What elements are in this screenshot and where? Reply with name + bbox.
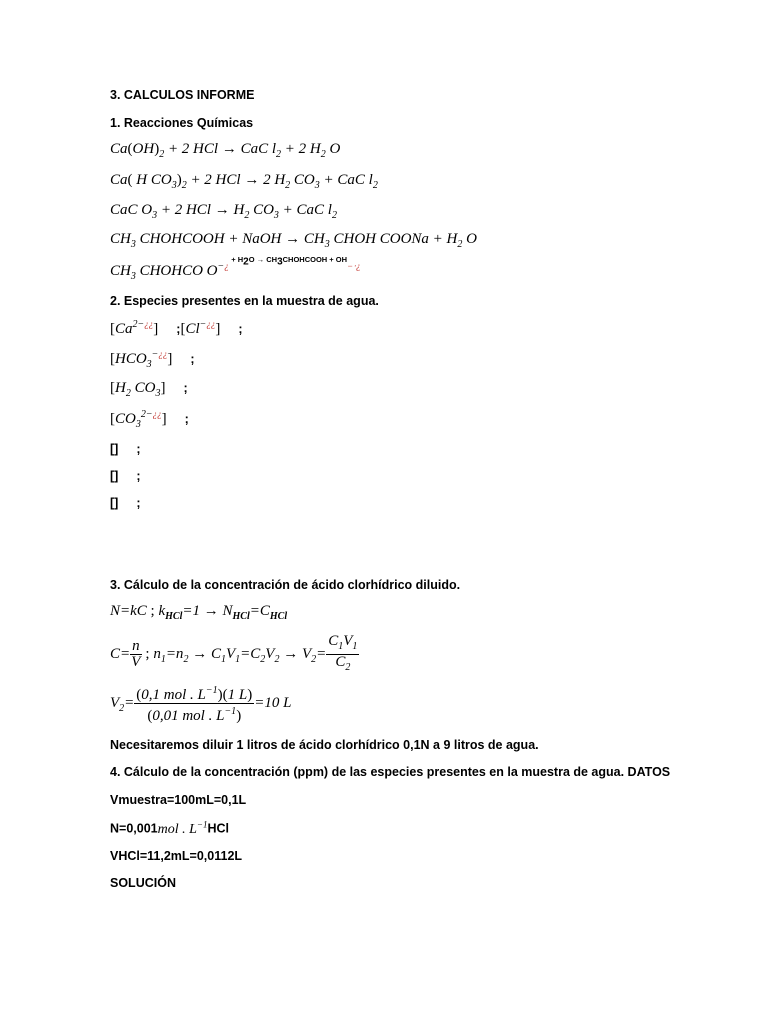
species-ca-cl: $[Ca^{2-¿¿}]$ ;[Cl−¿¿] ; <box>110 319 243 337</box>
equation-v2: $V_2=$ $\frac{(0,1 mol . L^{-1})(1 L)}{(0,01 mol . L^{-1})}$ =10 L <box>110 685 292 724</box>
equation-normality: N=kC ; $k_{HCl}=1 \to N_{HCl}=C_{HCl}$ <box>110 603 288 622</box>
section-title: 3. CALCULOS INFORME <box>110 88 255 102</box>
species-h2co3: [$H_2$ $CO_3$] ; <box>110 380 188 399</box>
species-empty-3: [] ; <box>110 496 141 510</box>
heading-species: 2. Especies presentes en la muestra de agua. <box>110 294 379 308</box>
species-co3: $[CO_3^{2-¿¿}]$ ; <box>110 409 189 430</box>
heading-hcl-dilution: 3. Cálculo de la concentración de ácido clorhídrico diluido. <box>110 578 461 592</box>
reaction-3: CaC $O_3 + 2$ HCl → $H_2$ $CO_3$ + CaC $l_2$ <box>110 202 337 221</box>
data-vhcl: VHCl=11,2mL=0,0112L <box>110 849 243 863</box>
data-vmuestra: Vmuestra=100mL=0,1L <box>110 793 247 807</box>
reaction-5: $CH_3$ CHOHCO $O^{-¿ ^{+ H_2O \to CH_3CHOHCOOH + OH}-\cdot¿}$ <box>110 255 361 282</box>
solution-label: SOLUCIÓN <box>110 876 176 890</box>
conclusion-text: Necesitaremos diluir 1 litros de ácido clorhídrico 0,1N a 9 litros de agua. <box>110 738 539 752</box>
reaction-1: $Ca(OH)_2 + 2$ HCl → CaC $l_2 + 2$ $H_2$ O <box>110 141 341 160</box>
reaction-4: $CH_3$ CHOHCOOH + NaOH → $CH_3$ CHOH COONa + $H_2$ O <box>110 231 477 250</box>
heading-ppm: 4. Cálculo de la concentración (ppm) de las especies presentes en la muestra de agua. DATOS <box>110 765 671 779</box>
species-empty-2: [] ; <box>110 469 141 483</box>
species-empty-1: [] ; <box>110 442 141 456</box>
equation-dilution: C= $\frac{n}{V}$ ; $n_1=n_2 \to C_1V_1=C_2V_2 \to V_2=$ $\frac{C_1V_1}{C_2}$ <box>110 633 358 673</box>
species-hco3: $[HCO_3^{-¿¿}]$ ; <box>110 349 195 370</box>
reaction-2: Ca( H $CO_3)_2 + 2$ HCl → 2 $H_2$ $CO_3$ + CaC $l_2$ <box>110 172 378 191</box>
data-normality: N=0,001mol . $L^{-1}HCl$ <box>110 819 230 837</box>
heading-reactions: 1. Reacciones Químicas <box>110 116 254 130</box>
